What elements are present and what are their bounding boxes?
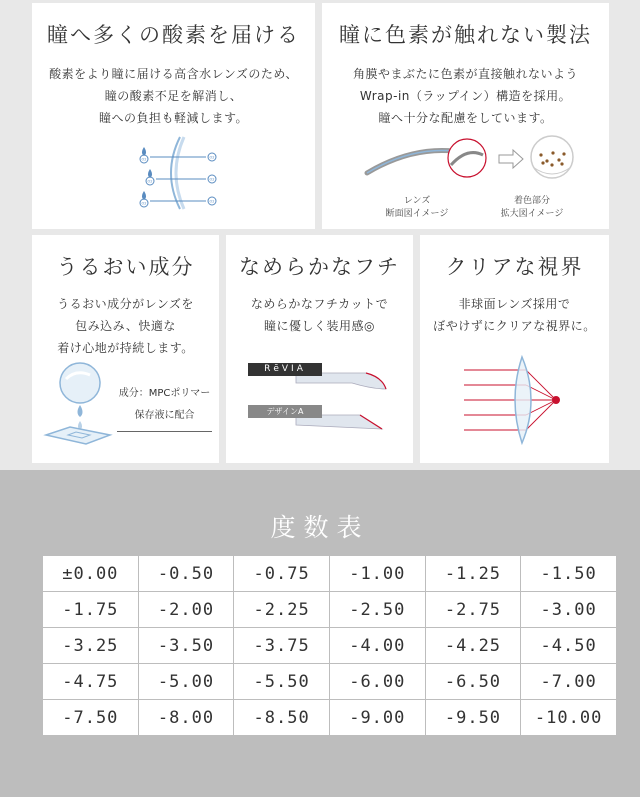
card-title: なめらかなフチ (239, 255, 400, 279)
power-cell: -9.50 (425, 700, 521, 736)
power-table (42, 555, 617, 736)
power-table-title: 度数表 (270, 513, 370, 542)
power-cell: -0.50 (138, 556, 234, 592)
o2-label: O2 (141, 201, 147, 206)
card-title: クリアな視界 (445, 255, 584, 279)
o2-label: O2 (147, 179, 153, 184)
power-cell: -3.25 (43, 628, 139, 664)
aspheric-lens-icon (460, 355, 570, 445)
power-cell: -3.75 (234, 628, 330, 664)
power-cell: -7.00 (521, 664, 617, 700)
o2-label: O2 (141, 157, 147, 162)
table-row (43, 700, 617, 736)
power-cell: -7.50 (43, 700, 139, 736)
lens-cross-section-caption: レンズ 断面図イメージ (385, 196, 449, 219)
power-cell: -1.00 (329, 556, 425, 592)
power-cell: -6.00 (329, 664, 425, 700)
power-cell: -1.25 (425, 556, 521, 592)
design-a-label: デザインA (248, 405, 322, 418)
table-row (43, 664, 617, 700)
power-cell: ±0.00 (43, 556, 139, 592)
power-cell: -4.50 (521, 628, 617, 664)
card-title: 瞳に色素が触れない製法 (339, 23, 592, 47)
feature-card-clear-vision (420, 235, 609, 463)
feature-card-smooth-edge (226, 235, 413, 463)
power-cell: -3.50 (138, 628, 234, 664)
wrap-in-structure-icon (357, 133, 587, 193)
power-cell: -8.00 (138, 700, 234, 736)
power-cell: -6.50 (425, 664, 521, 700)
feature-card-moisture (32, 235, 219, 463)
power-cell: -2.75 (425, 592, 521, 628)
ingredient-note: 成分：MPCポリマー 保存液に配合 (117, 383, 212, 432)
power-cell: -2.00 (138, 592, 234, 628)
table-row (43, 556, 617, 592)
power-cell: -2.25 (234, 592, 330, 628)
power-cell: -10.00 (521, 700, 617, 736)
power-cell: -2.50 (329, 592, 425, 628)
power-cell: -4.75 (43, 664, 139, 700)
o2-label: O2 (209, 199, 215, 204)
power-cell: -4.00 (329, 628, 425, 664)
table-row (43, 628, 617, 664)
card-description: 酸素をより瞳に届ける高含水レンズのため、 瞳の酸素不足を解消し、 瞳への負担も軽減します。 (49, 67, 298, 125)
ingredient-underline (117, 431, 212, 432)
card-description: 非球面レンズ採用で ぼやけずにクリアな視界に。 (433, 297, 596, 333)
card-description: なめらかなフチカットで 瞳に優しく装用感◎ (250, 297, 389, 333)
power-cell: -1.50 (521, 556, 617, 592)
feature-card-oxygen (32, 3, 315, 229)
power-cell: -5.50 (234, 664, 330, 700)
power-cell: -0.75 (234, 556, 330, 592)
power-cell: -4.25 (425, 628, 521, 664)
oxygen-lens-icon (132, 133, 222, 213)
feature-card-wrap-in (322, 3, 609, 229)
moisture-lens-icon (42, 361, 122, 447)
power-cell: -1.75 (43, 592, 139, 628)
table-row (43, 592, 617, 628)
power-cell: -5.00 (138, 664, 234, 700)
card-description: 角膜やまぶたに色素が直接触れないよう Wrap-in（ラップイン）構造を採用。 瞳へ十分な配慮をしています。 (352, 67, 578, 125)
brand-label: RēVIA (248, 363, 322, 376)
power-cell: -8.50 (234, 700, 330, 736)
card-title: 瞳へ多くの酸素を届ける (47, 23, 300, 47)
o2-label: O2 (209, 177, 215, 182)
power-cell: -3.00 (521, 592, 617, 628)
card-description: うるおい成分がレンズを 包み込み、快適な 着け心地が持続します。 (57, 297, 194, 355)
card-title: うるおい成分 (56, 255, 195, 279)
o2-label: O2 (209, 155, 215, 160)
color-part-caption: 着色部分 拡大図イメージ (500, 196, 564, 219)
power-cell: -9.00 (329, 700, 425, 736)
